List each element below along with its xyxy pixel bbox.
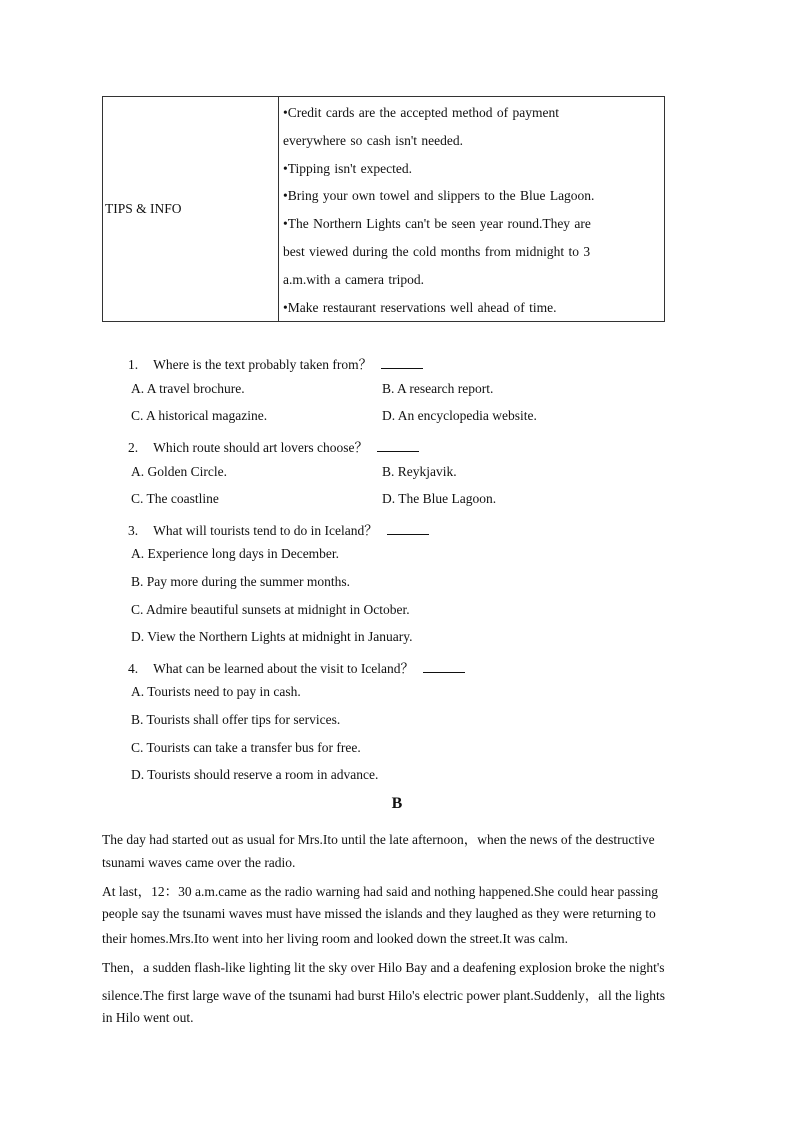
question-number: 1. [128, 357, 139, 372]
tip-line: •The Northern Lights can't be seen year round.They are [283, 216, 591, 232]
question-text: What will tourists tend to do in Iceland？ [153, 523, 378, 538]
passage-line: silence.The first large wave of the tsunami had burst Hilo's electric power plant.Suddenly，all the lights [102, 988, 666, 1003]
passage-line: people say the tsunami waves must have missed the islands and they laughed as they were returning to [102, 906, 656, 921]
tip-line: best viewed during the cold months from midnight to 3 [283, 243, 591, 259]
question-1 [128, 353, 423, 373]
option-b: B. Tourists shall offer tips for services. [131, 712, 341, 727]
question-text: Where is the text probably taken from？ [153, 357, 373, 372]
question-text: Which route should art lovers choose？ [153, 440, 368, 455]
passage-line: At last，12：30 a.m.came as the radio warning had said and nothing happened.She could hear passing [102, 884, 658, 899]
question-2 [128, 436, 419, 456]
option-c: C. The coastline [131, 491, 219, 506]
option-b: B. Pay more during the summer months. [131, 574, 350, 589]
tip-line: •Tipping isn't expected. [283, 160, 413, 176]
passage-line: The day had started out as usual for Mrs.Ito until the late afternoon，when the news of the destructive [102, 832, 655, 847]
option-a: A. Experience long days in December. [131, 546, 340, 561]
option-c: C. Tourists can take a transfer bus for free. [131, 740, 361, 755]
tip-line: •Credit cards are the accepted method of payment [283, 105, 559, 120]
option-d: D. An encyclopedia website. [382, 408, 537, 423]
option-c: C. Admire beautiful sunsets at midnight in October. [131, 602, 410, 617]
answer-blank[interactable] [377, 439, 419, 452]
tips-info-table [102, 96, 665, 322]
section-title: B [391, 795, 403, 812]
passage-line: their homes.Mrs.Ito went into her living room and looked down the street.It was calm. [102, 931, 569, 946]
tips-cell [279, 97, 664, 321]
tip-line: •Make restaurant reservations well ahead of time. [283, 299, 557, 315]
answer-blank[interactable] [387, 522, 429, 535]
question-4 [128, 657, 465, 677]
passage-line: tsunami waves came over the radio. [102, 855, 296, 870]
table-label: TIPS & INFO [105, 201, 182, 216]
option-d: D. The Blue Lagoon. [382, 491, 497, 506]
question-number: 4. [128, 661, 139, 676]
tip-line: •Bring your own towel and slippers to the Blue Lagoon. [283, 188, 595, 204]
answer-blank[interactable] [381, 356, 423, 369]
question-text: What can be learned about the visit to Iceland？ [153, 661, 415, 676]
option-a: A. A travel brochure. [131, 381, 245, 396]
option-a: A. Golden Circle. [131, 464, 227, 479]
question-number: 3. [128, 523, 139, 538]
answer-blank[interactable] [423, 660, 465, 673]
passage-line: Then，a sudden flash-like lighting lit the sky over Hilo Bay and a deafening explosion broke the night's [102, 960, 665, 975]
passage-line: in Hilo went out. [102, 1010, 194, 1025]
option-b: B. A research report. [382, 381, 494, 396]
option-b: B. Reykjavik. [382, 464, 457, 479]
option-d: D. View the Northern Lights at midnight in January. [131, 629, 413, 644]
tip-line: a.m.with a camera tripod. [283, 271, 424, 287]
question-3 [128, 519, 429, 539]
question-number: 2. [128, 440, 139, 455]
option-d: D. Tourists should reserve a room in advance. [131, 767, 379, 782]
option-a: A. Tourists need to pay in cash. [131, 684, 301, 699]
table-label-cell [103, 97, 279, 321]
tip-line: everywhere so cash isn't needed. [283, 132, 463, 148]
option-c: C. A historical magazine. [131, 408, 268, 423]
